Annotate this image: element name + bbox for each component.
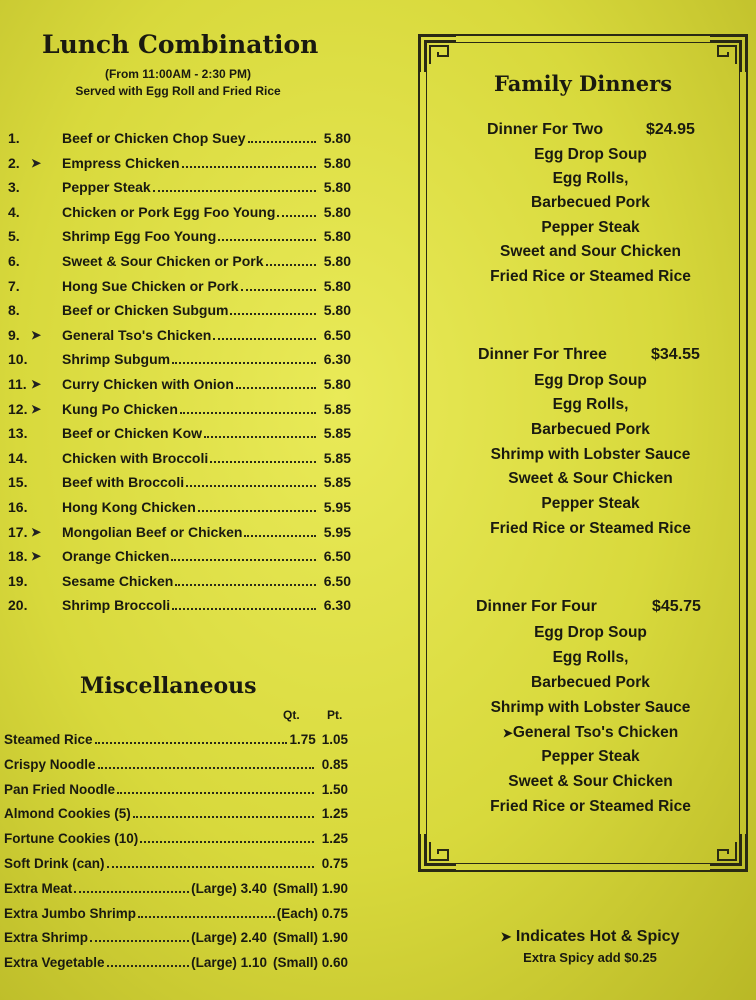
dinner-three-price: $34.55 xyxy=(651,346,700,363)
lunch-item-row xyxy=(0,226,356,248)
item-price: 5.85 xyxy=(323,425,351,442)
item-name: Extra Shrimp xyxy=(4,930,89,946)
item-name: Extra Jumbo Shrimp xyxy=(4,905,137,921)
item-name: Shrimp Broccoli xyxy=(62,597,171,614)
misc-item-row xyxy=(0,854,352,876)
chili-pepper-icon: ➤ xyxy=(500,929,512,944)
lunch-item-row xyxy=(0,202,356,224)
item-price: 6.50 xyxy=(323,572,351,589)
item-name: General Tso's Chicken xyxy=(62,326,212,343)
corner-ornament-icon xyxy=(708,832,748,872)
item-price: 5.80 xyxy=(323,154,351,171)
item-price-large: (Large) 2.40 xyxy=(191,930,267,946)
lunch-item-row xyxy=(0,595,356,617)
item-number: 1. xyxy=(8,130,20,146)
item-price-small: (Small) 1.90 xyxy=(272,930,348,946)
lunch-item-row xyxy=(0,399,356,421)
lunch-item-row xyxy=(0,300,356,322)
misc-item-row xyxy=(0,879,352,901)
item-price: 5.85 xyxy=(323,449,351,466)
item-number: 14. xyxy=(8,449,28,466)
item-number: 20. xyxy=(8,597,28,614)
item-price-pt: 1.05 xyxy=(321,732,348,747)
item-name: Mongolian Beef or Chicken xyxy=(62,523,243,540)
item-number: 9. xyxy=(8,326,20,343)
item-name: Empress Chicken xyxy=(62,154,180,171)
item-name: Extra Vegetable xyxy=(4,955,105,971)
item-name: Steamed Rice xyxy=(4,732,93,747)
item-price: 5.80 xyxy=(323,228,351,245)
item-price: 5.80 xyxy=(323,376,351,392)
dinner-item: Barbecued Pork xyxy=(531,421,650,438)
lunch-title: Lunch Combination xyxy=(42,30,319,59)
lunch-item-row xyxy=(0,423,356,445)
lunch-item-row xyxy=(0,571,356,593)
corner-ornament-icon xyxy=(708,34,748,74)
item-price-pt: 1.25 xyxy=(321,806,348,822)
dinner-item: Pepper Steak xyxy=(541,219,640,236)
dinner-item: Egg Drop Soup xyxy=(534,146,647,163)
misc-item-row xyxy=(0,804,352,826)
dinner-two-price: $24.95 xyxy=(646,121,695,138)
item-price: 5.80 xyxy=(323,130,351,146)
dinner-item: Pepper Steak xyxy=(541,748,640,765)
item-name: Beef or Chicken Kow xyxy=(62,425,203,442)
lunch-item-row xyxy=(0,153,356,175)
dinner-item: Egg Drop Soup xyxy=(534,624,647,641)
dinner-three-name: Dinner For Three xyxy=(478,346,607,363)
item-number: 12. xyxy=(8,400,28,417)
item-name: Pan Fried Noodle xyxy=(4,781,116,797)
item-name: Shrimp Egg Foo Young xyxy=(62,228,217,245)
dinner-two-name: Dinner For Two xyxy=(487,121,604,138)
item-price-pt: 1.25 xyxy=(321,831,348,847)
corner-ornament-icon xyxy=(418,34,458,74)
item-price: 6.30 xyxy=(323,597,351,614)
item-number: 3. xyxy=(8,179,20,196)
item-price: 5.85 xyxy=(323,474,351,491)
family-dinners-title: Family Dinners xyxy=(493,71,673,96)
dinner-four-name: Dinner For Four xyxy=(476,598,597,615)
misc-item-row xyxy=(0,730,352,752)
item-name: Hong Sue Chicken or Pork xyxy=(62,277,239,294)
item-price: 5.80 xyxy=(323,302,351,319)
item-name: Crispy Noodle xyxy=(4,756,96,772)
dinner-item: Fried Rice or Steamed Rice xyxy=(490,520,691,537)
item-price-large: (Each) 0.75 xyxy=(276,905,348,921)
item-price-large: (Large) 3.40 xyxy=(191,880,267,896)
item-price: 6.50 xyxy=(323,326,351,343)
item-number: 11. xyxy=(8,376,27,392)
lunch-item-row xyxy=(0,497,356,519)
item-price-pt: 0.85 xyxy=(321,756,348,772)
item-name: Shrimp Subgum xyxy=(62,351,171,368)
item-name: Chicken with Broccoli xyxy=(62,449,209,466)
item-number: 15. xyxy=(8,474,28,491)
item-price-qt: 1.75 xyxy=(289,732,316,747)
item-name: Kung Po Chicken xyxy=(62,400,178,417)
dinner-item: Fried Rice or Steamed Rice xyxy=(490,268,691,285)
item-price: 6.50 xyxy=(323,548,351,565)
item-number: 5. xyxy=(8,228,20,245)
item-number: 16. xyxy=(8,499,28,515)
chili-pepper-icon: ➤ xyxy=(31,327,42,342)
item-number: 13. xyxy=(8,425,28,442)
item-price: 6.30 xyxy=(323,351,351,368)
item-name: Beef or Chicken Subgum xyxy=(62,302,229,319)
dinner-item: Egg Rolls, xyxy=(552,170,629,187)
misc-qt-header: Qt. xyxy=(283,708,300,722)
item-name: Beef or Chicken Chop Suey xyxy=(62,130,246,146)
dinner-item: Pepper Steak xyxy=(541,495,640,512)
item-price: 5.95 xyxy=(323,523,351,540)
lunch-item-row xyxy=(0,251,356,273)
lunch-item-row xyxy=(0,276,356,298)
item-name: Sweet & Sour Chicken or Pork xyxy=(62,253,264,269)
dinner-item: Egg Rolls, xyxy=(552,396,629,413)
item-number: 2. xyxy=(8,154,20,171)
item-price: 5.80 xyxy=(323,203,351,220)
item-price: 5.95 xyxy=(323,499,351,515)
chili-pepper-icon: ➤ xyxy=(31,155,42,170)
item-price: 5.80 xyxy=(323,179,351,196)
misc-item-row xyxy=(0,928,352,950)
item-name: Soft Drink (can) xyxy=(4,856,105,871)
dinner-item: Sweet and Sour Chicken xyxy=(500,243,681,260)
lunch-item-row xyxy=(0,374,356,396)
item-number: 7. xyxy=(8,277,20,294)
dinner-item: Sweet & Sour Chicken xyxy=(508,773,673,790)
item-price-large: (Large) 1.10 xyxy=(191,955,267,971)
item-price: 5.80 xyxy=(323,253,351,269)
lunch-item-row xyxy=(0,349,356,371)
dinner-item: Sweet & Sour Chicken xyxy=(508,470,673,487)
misc-item-row xyxy=(0,904,352,926)
lunch-item-row xyxy=(0,546,356,568)
item-name: Beef with Broccoli xyxy=(62,474,185,491)
misc-title: Miscellaneous xyxy=(80,673,257,699)
extra-spicy-note: Extra Spicy add $0.25 xyxy=(523,950,657,965)
spicy-legend: ➤ Indicates Hot & Spicy xyxy=(500,928,680,945)
item-price-pt: 0.75 xyxy=(321,856,348,871)
dinner-item: Barbecued Pork xyxy=(531,674,650,691)
misc-pt-header: Pt. xyxy=(327,708,343,722)
dinner-four-price: $45.75 xyxy=(652,598,701,615)
lunch-item-row xyxy=(0,325,356,347)
item-name: Extra Meat xyxy=(4,880,73,896)
dinner-item: Egg Drop Soup xyxy=(534,372,647,389)
dinner-item: Shrimp with Lobster Sauce xyxy=(490,446,691,463)
lunch-item-row xyxy=(0,522,356,544)
chili-pepper-icon: ➤ xyxy=(31,549,42,564)
misc-item-row xyxy=(0,829,352,851)
item-number: 18. xyxy=(8,548,28,565)
item-name: Hong Kong Chicken xyxy=(62,499,196,515)
item-number: 6. xyxy=(8,253,20,269)
item-number: 10. xyxy=(8,351,28,368)
item-name: Fortune Cookies (10) xyxy=(4,831,139,847)
item-name: Orange Chicken xyxy=(62,548,170,565)
chili-pepper-icon: ➤ xyxy=(502,726,513,740)
lunch-item-row xyxy=(0,177,356,199)
dinner-item: Shrimp with Lobster Sauce xyxy=(490,699,691,716)
lunch-item-row xyxy=(0,472,356,494)
item-name: Chicken or Pork Egg Foo Young xyxy=(62,203,276,220)
chili-pepper-icon: ➤ xyxy=(31,377,42,391)
dinner-item: Barbecued Pork xyxy=(531,194,650,211)
item-name: Curry Chicken with Onion xyxy=(62,376,234,392)
item-number: 4. xyxy=(8,203,20,220)
lunch-hours: (From 11:00AM - 2:30 PM) xyxy=(104,67,252,81)
misc-item-row xyxy=(0,755,352,777)
item-price-small: (Small) 0.60 xyxy=(272,955,348,971)
chili-pepper-icon: ➤ xyxy=(31,401,42,416)
misc-item-row xyxy=(0,780,352,802)
lunch-item-row xyxy=(0,448,356,470)
dinner-item-spicy: ➤General Tso's Chicken xyxy=(502,724,679,741)
item-name: Pepper Steak xyxy=(62,179,151,196)
lunch-item-row xyxy=(0,128,356,150)
item-price-small: (Small) 1.90 xyxy=(272,880,348,896)
item-price: 5.85 xyxy=(323,400,351,417)
item-price-pt: 1.50 xyxy=(321,781,348,797)
dinner-item: Egg Rolls, xyxy=(552,649,629,666)
item-name: Sesame Chicken xyxy=(62,572,174,589)
item-number: 19. xyxy=(8,572,28,589)
item-price: 5.80 xyxy=(323,277,351,294)
item-name: Almond Cookies (5) xyxy=(4,806,131,822)
dinner-item: Fried Rice or Steamed Rice xyxy=(490,798,691,815)
item-number: 17. xyxy=(8,523,28,540)
corner-ornament-icon xyxy=(418,832,458,872)
misc-item-row xyxy=(0,953,352,975)
chili-pepper-icon: ➤ xyxy=(31,524,42,539)
lunch-served-note: Served with Egg Roll and Fried Rice xyxy=(75,84,281,98)
item-number: 8. xyxy=(8,302,20,319)
